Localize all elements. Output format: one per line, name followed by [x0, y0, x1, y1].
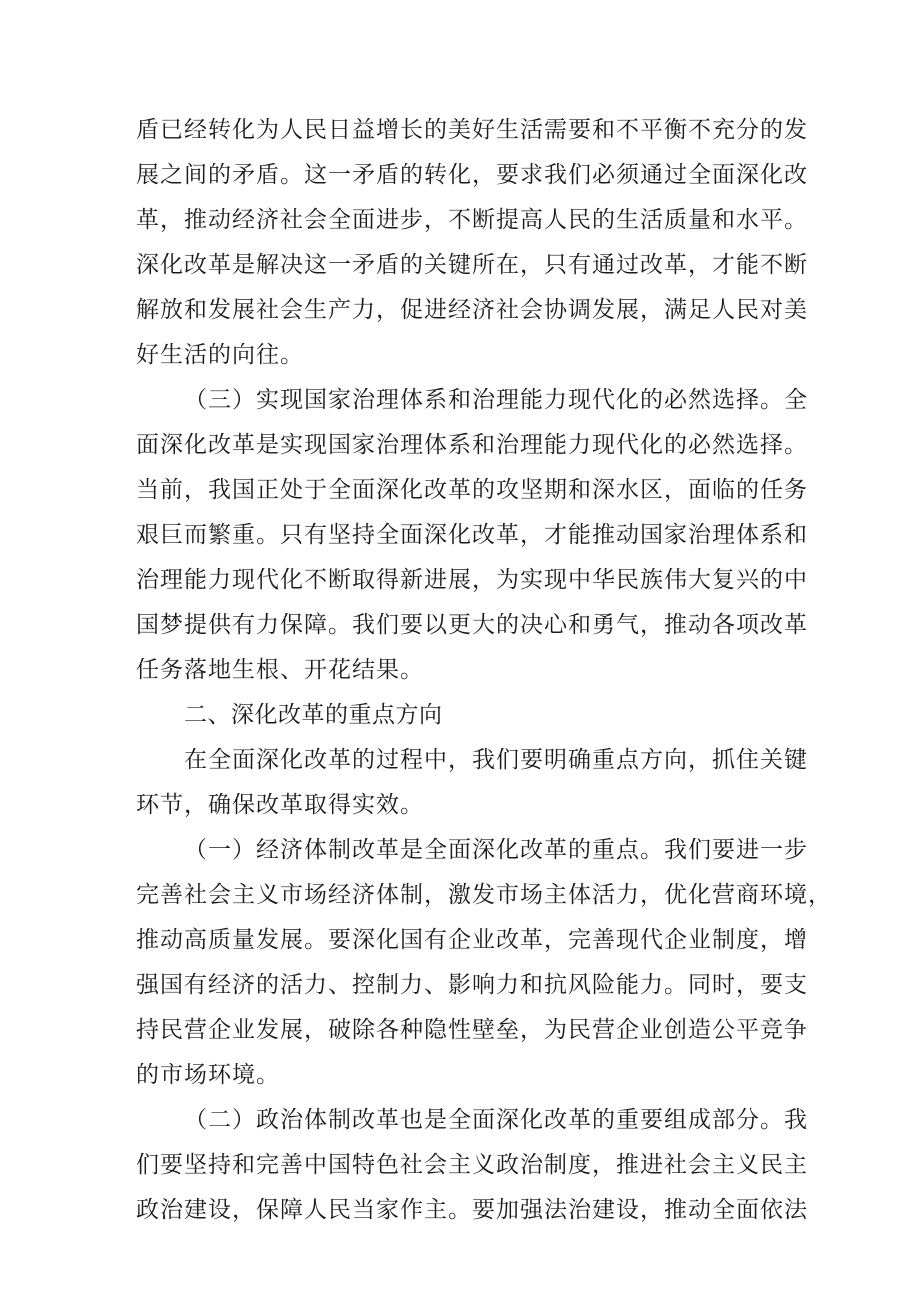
text-line: 推动高质量发展。要深化国有企业改革，完善现代企业制度，增 [136, 927, 808, 953]
paragraph-start-line: （一）经济体制改革是全面深化改革的重点。我们要进一步 [184, 837, 808, 863]
text-line: 当前，我国正处于全面深化改革的攻坚期和深水区，面临的任务 [136, 477, 808, 503]
text-line: 强国有经济的活力、控制力、影响力和抗风险能力。同时，要支 [136, 972, 808, 998]
text-line: 政治建设，保障人民当家作主。要加强法治建设，推动全面依法 [136, 1197, 808, 1223]
text-line: 革，推动经济社会全面进步，不断提高人民的生活质量和水平。 [136, 207, 808, 233]
text-line: 国梦提供有力保障。我们要以更大的决心和勇气，推动各项改革 [136, 612, 808, 638]
text-line: 任务落地生根、开花结果。 [136, 657, 424, 683]
section-heading: 二、深化改革的重点方向 [184, 702, 443, 728]
paragraph-start-line: （二）政治体制改革也是全面深化改革的重要组成部分。我 [184, 1107, 808, 1133]
text-line: 深化改革是解决这一矛盾的关键所在，只有通过改革，才能不断 [136, 252, 808, 278]
text-line: 面深化改革是实现国家治理体系和治理能力现代化的必然选择。 [136, 432, 808, 458]
text-line: 的市场环境。 [136, 1062, 280, 1088]
text-line: 持民营企业发展，破除各种隐性壁垒，为民营企业创造公平竞争 [136, 1017, 808, 1043]
text-line: 治理能力现代化不断取得新进展，为实现中华民族伟大复兴的中 [136, 567, 808, 593]
text-line: 们要坚持和完善中国特色社会主义政治制度，推进社会主义民主 [136, 1152, 808, 1178]
text-line: 完善社会主义市场经济体制，激发市场主体活力，优化营商环境， [136, 882, 832, 908]
paragraph-start-line: 在全面深化改革的过程中，我们要明确重点方向，抓住关键 [184, 747, 808, 773]
text-line: 环节，确保改革取得实效。 [136, 792, 424, 818]
text-line: 解放和发展社会生产力，促进经济社会协调发展，满足人民对美 [136, 297, 808, 323]
text-line: 好生活的向往。 [136, 342, 304, 368]
text-line: 展之间的矛盾。这一矛盾的转化，要求我们必须通过全面深化改 [136, 162, 808, 188]
paragraph-start-line: （三）实现国家治理体系和治理能力现代化的必然选择。全 [184, 387, 808, 413]
text-line: 盾已经转化为人民日益增长的美好生活需要和不平衡不充分的发 [136, 117, 808, 143]
text-line: 艰巨而繁重。只有坚持全面深化改革，才能推动国家治理体系和 [136, 522, 808, 548]
